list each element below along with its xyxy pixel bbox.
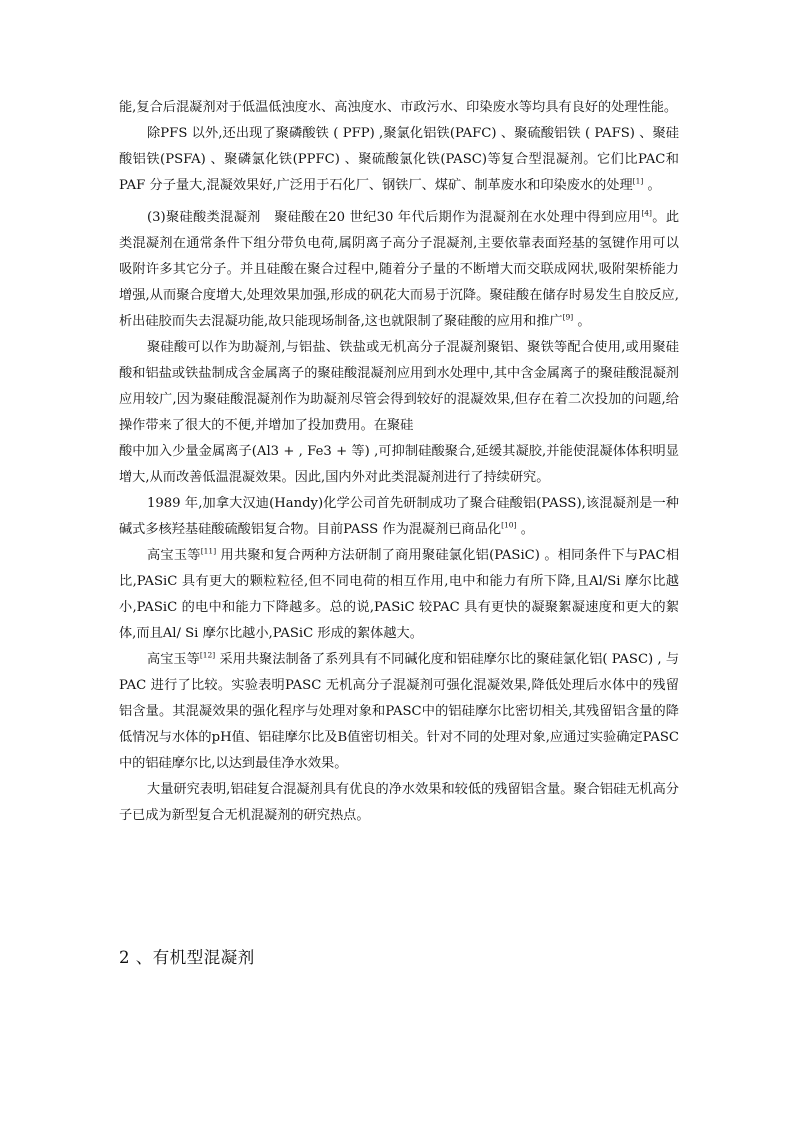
section-heading: 2 、有机型混凝剂 [119, 948, 255, 967]
paragraph-9 [119, 777, 679, 829]
paragraph-text: 采用共聚法制备了系列具有不同碱化度和铝硅摩尔比的聚硅氯化铝( PASC) , 与PAC 进行了比较。实验表明PASC 无机高分子混凝剂可强化混凝效果,降低处理后水体中的残留铝含量。其混凝效果的强化程序与处理对象和PASC中的铝硅摩尔比密切相关,其残留铝含量的降低情况与水体的pH值、铝硅摩尔比及B值密切相关。针对不同的处理对象,应通过实验确定PASC 中的铝硅摩尔比,以达到最佳净水效果。 [119, 652, 680, 771]
paragraph-tail: 。 [643, 178, 661, 193]
paragraph-lead: 高宝玉等 [147, 548, 201, 563]
citation-ref: [9] [562, 312, 574, 322]
paragraph-text: 酸中加入少量金属离子(Al3 + , Fe3 + 等) ,可抑制硅酸聚合,延缓其凝胶,并能使混凝体体积明显增大,从而改善低温混凝效果。因此,国内外对此类混凝剂进行了持续研究。 [119, 444, 679, 485]
paragraph-2 [119, 121, 679, 199]
paragraph-3 [119, 205, 679, 335]
citation-ref: [10] [501, 520, 517, 530]
paragraph-8 [119, 647, 679, 777]
paragraph-text: 能,复合后混凝剂对于低温低浊度水、高浊度水、市政污水、印染废水等均具有良好的处理性能。 [119, 100, 678, 115]
paragraph-6 [119, 491, 679, 543]
citation-ref: [1] [632, 176, 644, 186]
paragraph-1 [119, 95, 679, 121]
paragraph-tail: 。 [516, 522, 534, 537]
paragraph-7 [119, 543, 679, 647]
citation-ref: [4] [641, 208, 652, 218]
paragraph-5 [119, 439, 679, 491]
paragraph-lead: (3)聚硅酸类混凝剂 聚硅酸在20 世纪30 年代后期作为混凝剂在水处理中得到应用 [147, 210, 642, 225]
paragraph-text: 除PFS 以外,还出现了聚磷酸铁 ( PFP) ,聚氯化铝铁(PAFC) 、聚硫酸铝铁 ( PAFS) 、聚硅酸铝铁(PSFA) 、聚磷氯化铁(PPFC) 、聚硫酸氯化铁(PASC)等复合型混凝剂。它们比PAC和PAF 分子量大,混凝效果好,广泛用于石化厂、钢铁厂、煤矿、制革废水和印染废水的处理 [119, 126, 679, 193]
paragraph-lead: 高宝玉等 [147, 652, 200, 667]
document-body [119, 95, 679, 829]
paragraph-text: 大量研究表明,铝硅复合混凝剂具有优良的净水效果和较低的残留铝含量。聚合铝硅无机高分子已成为新型复合无机混凝剂的研究热点。 [119, 782, 679, 823]
paragraph-text: 聚硅酸可以作为助凝剂,与铝盐、铁盐或无机高分子混凝剂聚铝、聚铁等配合使用,或用聚硅酸和铝盐或铁盐制成含金属离子的聚硅酸混凝剂应用到水处理中,其中含金属离子的聚硅酸混凝剂应用较广,因为聚硅酸混凝剂作为助凝剂尽管会得到较好的混凝效果,但存在着二次投加的问题,给操作带来了很大的不便,并增加了投加费用。在聚硅 [119, 340, 679, 433]
citation-ref: [11] [200, 546, 217, 556]
citation-ref: [12] [199, 650, 216, 660]
paragraph-text: 用共聚和复合两种方法研制了商用聚硅氯化铝(PASiC) 。相同条件下与PAC相比,PASiC 具有更大的颗粒粒径,但不同电荷的相互作用,电中和能力有所下降,且Al/Si 摩尔比越小,PASiC 的电中和能力下降越多。总的说,PASiC 较PAC 具有更快的凝聚絮凝速度和更大的絮体,而且Al/ Si 摩尔比越小,PASiC 形成的絮体越大。 [119, 548, 680, 641]
paragraph-tail: 。 [573, 314, 591, 329]
paragraph-4 [119, 335, 679, 439]
paragraph-text: 1989 年,加拿大汉迪(Handy)化学公司首先研制成功了聚合硅酸铝(PASS),该混凝剂是一种碱式多核羟基硅酸硫酸铝复合物。目前PASS 作为混凝剂已商品化 [119, 496, 679, 537]
paragraph-text: 。此类混凝剂在通常条件下组分带负电荷,属阴离子高分子混凝剂,主要依靠表面羟基的氢键作用可以吸附许多其它分子。并且硅酸在聚合过程中,随着分子量的不断增大而交联成网状,吸附架桥能力增强,从而聚合度增大,处理效果加强,形成的矾花大而易于沉降。聚硅酸在储存时易发生自胶反应,析出硅胶而失去混凝功能,故只能现场制备,这也就限制了聚硅酸的应用和推广 [119, 210, 680, 329]
